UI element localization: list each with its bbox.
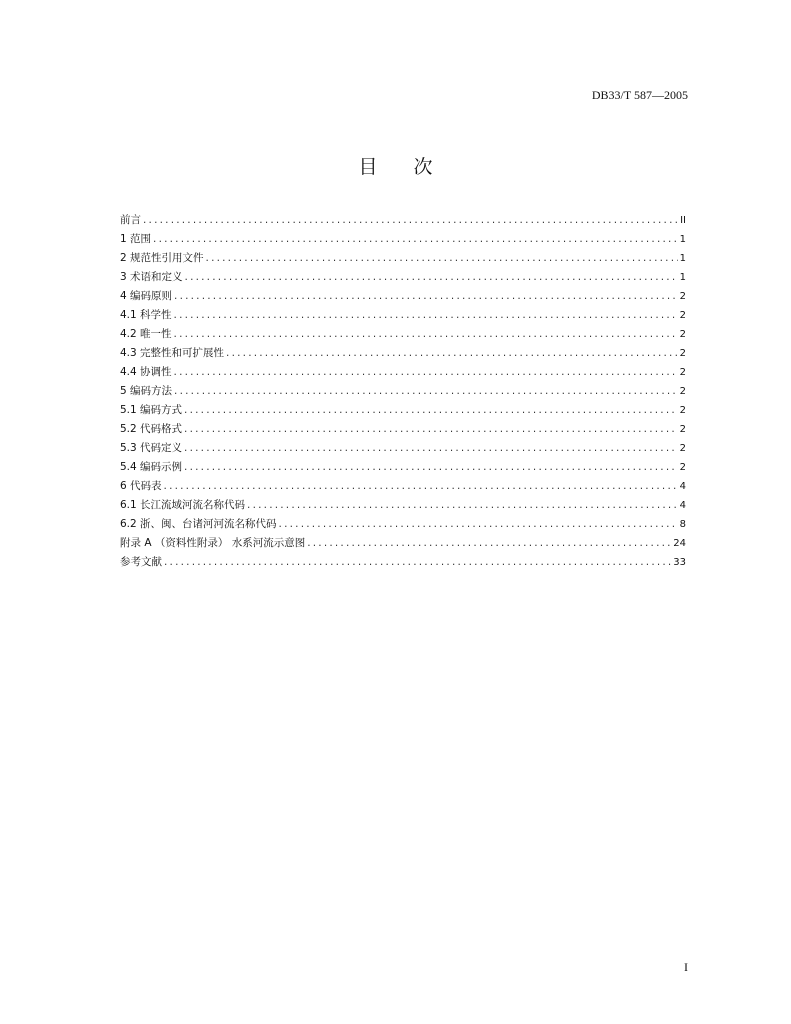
toc-entry[interactable] [120,458,686,477]
toc-entry[interactable] [120,382,686,401]
toc-entry[interactable] [120,211,686,230]
toc-entry[interactable] [120,420,686,439]
toc-entry[interactable] [120,325,686,344]
toc-entry-label: 5.4 编码示例 [120,461,183,473]
page-number: I [684,960,688,974]
toc-entry[interactable] [120,249,686,268]
toc-entry[interactable] [120,287,686,306]
toc-entry-label: 6.1 长江流域河流名称代码 [120,499,246,511]
toc-entry-page: 2 [679,462,686,473]
toc-entry-label: 4.3 完整性和可扩展性 [120,347,225,359]
toc-entry-label: 6 代码表 [120,480,162,492]
toc-dot-leader [143,211,678,230]
toc-entry-page: 24 [673,538,686,549]
toc-entry-page: 2 [679,310,686,321]
toc-entry-label: 1 范围 [120,233,152,245]
table-of-contents [120,211,686,572]
toc-entry-label: 4.2 唯一性 [120,328,172,340]
toc-entry[interactable] [120,401,686,420]
toc-entry-label: 4.1 科学性 [120,309,172,321]
toc-entry-page: 2 [679,329,686,340]
toc-entry-page: 33 [673,557,686,568]
toc-entry[interactable] [120,344,686,363]
toc-entry-label: 附录 A （资料性附录） 水系河流示意图 [120,537,306,549]
toc-entry-page: 4 [679,500,686,511]
toc-entry-label: 3 术语和定义 [120,271,183,283]
toc-dot-leader [184,401,678,420]
toc-entry-page: II [680,215,686,226]
toc-entry-page: 8 [679,519,686,530]
toc-entry[interactable] [120,230,686,249]
toc-entry-page: 2 [679,424,686,435]
toc-entry[interactable] [120,553,686,572]
document-code: DB33/T 587—2005 [591,88,688,102]
toc-entry-label: 5.1 编码方式 [120,404,183,416]
toc-entry[interactable] [120,515,686,534]
toc-entry-label: 5 编码方法 [120,385,173,397]
toc-dot-leader [174,287,678,306]
toc-entry-page: 2 [679,348,686,359]
toc-entry-page: 2 [679,443,686,454]
toc-dot-leader [174,306,678,325]
toc-entry[interactable] [120,496,686,515]
toc-entry-page: 2 [679,386,686,397]
toc-dot-leader [279,515,678,534]
toc-entry-page: 2 [679,367,686,378]
toc-entry-label: 2 规范性引用文件 [120,252,204,264]
toc-dot-leader [247,496,678,515]
toc-entry-page: 1 [679,234,686,245]
toc-entry-label: 参考文献 [120,556,162,568]
toc-dot-leader [206,249,678,268]
toc-dot-leader [153,230,678,249]
toc-dot-leader [164,477,678,496]
title-char-2: 次 [413,156,433,178]
toc-entry[interactable] [120,477,686,496]
toc-entry[interactable] [120,534,686,553]
toc-dot-leader [174,325,678,344]
toc-entry-label: 6.2 浙、闽、台诸河河流名称代码 [120,518,277,530]
page-title [0,152,791,179]
toc-dot-leader [184,439,678,458]
toc-entry[interactable] [120,306,686,325]
toc-dot-leader [184,458,678,477]
toc-dot-leader [185,268,678,287]
toc-dot-leader [226,344,678,363]
toc-entry-page: 4 [679,481,686,492]
toc-entry-label: 5.3 代码定义 [120,442,183,454]
toc-entry[interactable] [120,363,686,382]
toc-entry-label: 4.4 协调性 [120,366,172,378]
toc-dot-leader [174,382,678,401]
toc-entry-page: 1 [679,272,686,283]
toc-dot-leader [184,420,678,439]
toc-entry-label: 5.2 代码格式 [120,423,183,435]
toc-dot-leader [174,363,678,382]
toc-entry[interactable] [120,268,686,287]
toc-entry-label: 4 编码原则 [120,290,173,302]
toc-entry[interactable] [120,439,686,458]
toc-dot-leader [164,553,671,572]
toc-dot-leader [307,534,671,553]
toc-entry-page: 2 [679,291,686,302]
toc-entry-label: 前言 [120,214,141,226]
title-char-1: 目 [358,156,378,178]
toc-entry-page: 2 [679,405,686,416]
toc-entry-page: 1 [679,253,686,264]
